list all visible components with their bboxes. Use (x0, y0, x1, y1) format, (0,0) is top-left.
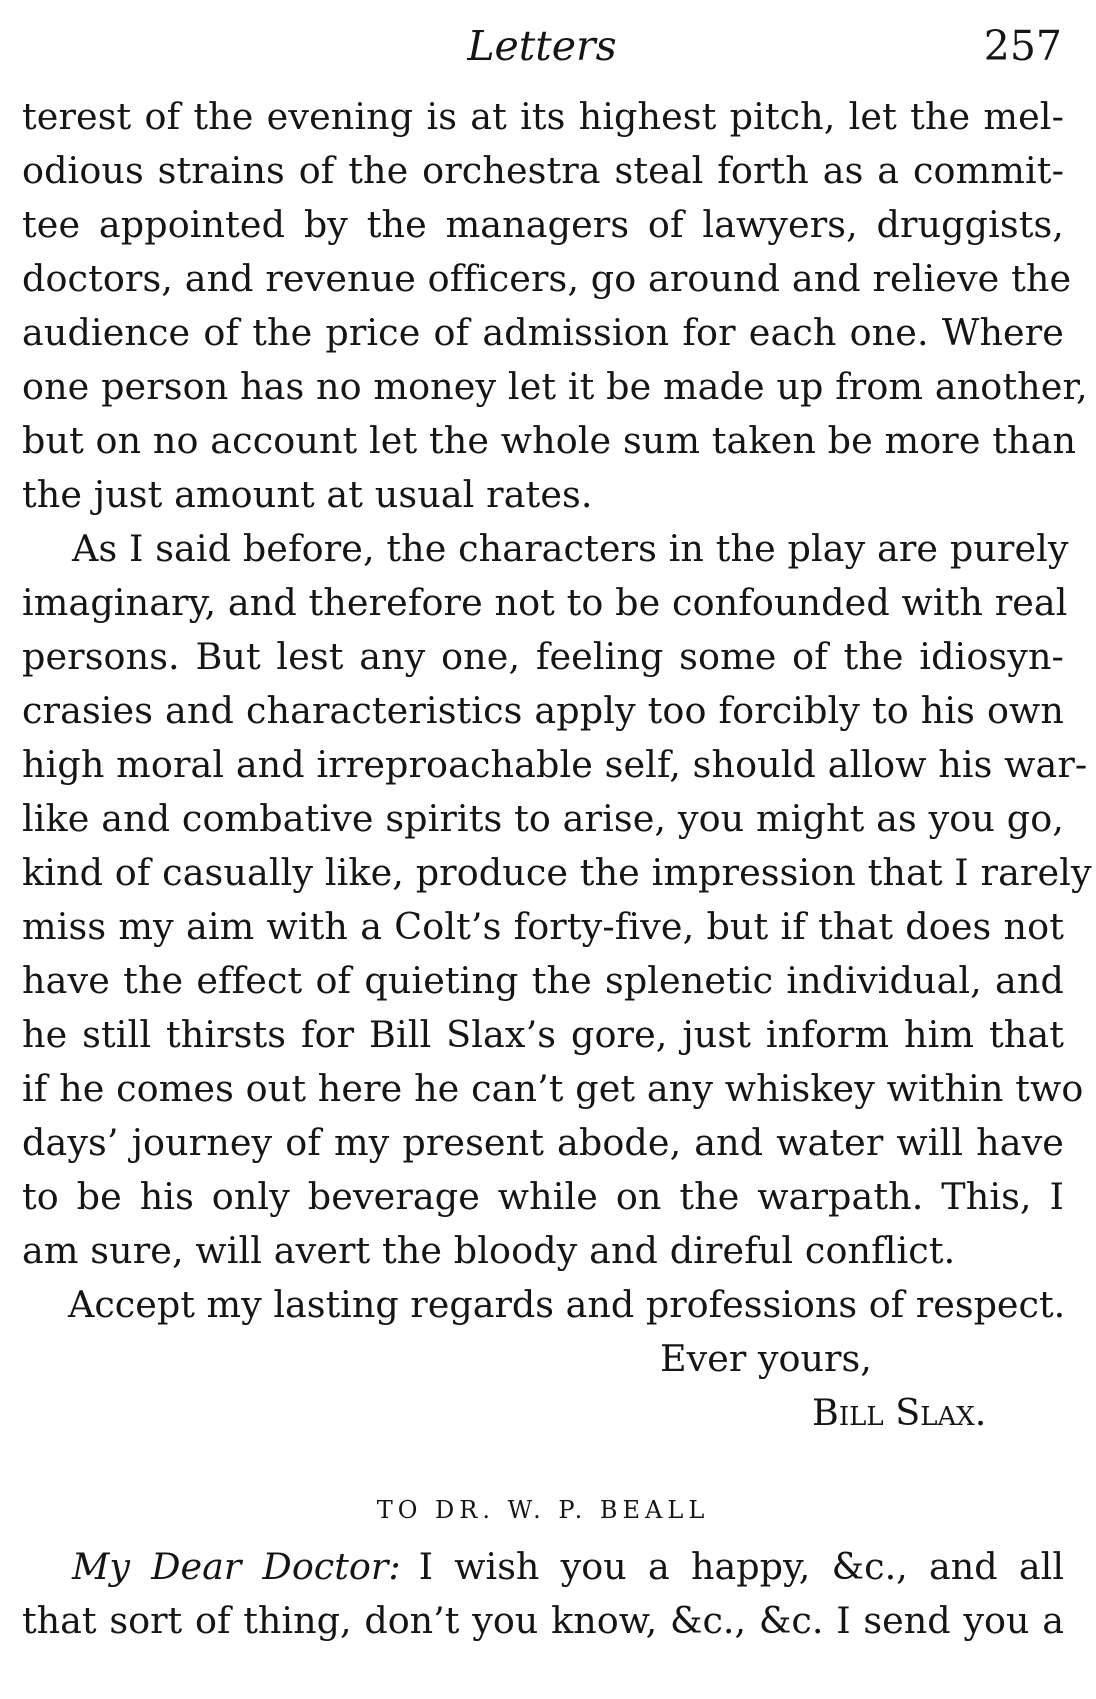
letter-heading: TO DR. W. P. BEALL (376, 1496, 710, 1524)
paragraph (22, 522, 1092, 1278)
text-line: doctors, and revenue officers, go around and relieve the (22, 257, 1072, 300)
body-text (22, 90, 1092, 1648)
signature: Bill Slax. (812, 1391, 987, 1434)
text-line: tee appointed by the managers of lawyers, druggists, (22, 203, 1064, 246)
page-header (22, 18, 1062, 78)
text-line: odious strains of the orchestra steal forth as a commit- (22, 149, 1064, 192)
text-line: if he comes out here he can’t get any whiskey within two (22, 1067, 1084, 1110)
text-line: imaginary, and therefore not to be confounded with real (22, 581, 1068, 624)
text-line: As I said before, the characters in the play are purely (72, 527, 1069, 570)
text-line: high moral and irreproachable self, should allow his war- (22, 743, 1088, 786)
text-line: days’ journey of my present abode, and water will have (22, 1121, 1064, 1164)
text-line: am sure, will avert the bloody and direful conflict. (22, 1229, 956, 1272)
text-line: terest of the evening is at its highest pitch, let the mel- (22, 95, 1064, 138)
page-number: 257 (983, 22, 1062, 70)
text-line: the just amount at usual rates. (22, 473, 593, 516)
valediction: Ever yours, (660, 1337, 872, 1380)
text-line: miss my aim with a Colt’s forty-five, but if that does not (22, 905, 1064, 948)
text-line: crasies and characteristics apply too forcibly to his own (22, 689, 1064, 732)
text-line: audience of the price of admission for each one. Where (22, 311, 1064, 354)
text-line: to be his only beverage while on the warpath. This, I (22, 1175, 1064, 1218)
running-head: Letters (467, 22, 617, 70)
paragraph-continuation (22, 90, 1088, 522)
text-line: one person has no money let it be made up from another, (22, 365, 1088, 408)
text-line: kind of casually like, produce the impression that I rarely (22, 851, 1092, 894)
salutation: My Dear Doctor: (72, 1545, 401, 1588)
closing-line: Accept my lasting regards and professions of respect. (68, 1283, 1066, 1326)
salutation-continuation: I wish you a happy, &c., and all (418, 1545, 1065, 1588)
text-line: but on no account let the whole sum taken be more than (22, 419, 1077, 462)
next-letter-opening (22, 1540, 1064, 1648)
text-line: he still thirsts for Bill Slax’s gore, just inform him that (22, 1013, 1064, 1056)
text-line: have the effect of quieting the splenetic individual, and (22, 959, 1064, 1002)
text-line: like and combative spirits to arise, you might as you go, (22, 797, 1064, 840)
text-line: that sort of thing, don’t you know, &c., &c. I send you a (22, 1599, 1064, 1642)
letter-closing (22, 1278, 1064, 1440)
text-line (22, 1540, 1064, 1594)
text-line: persons. But lest any one, feeling some of the idiosyn- (22, 635, 1064, 678)
